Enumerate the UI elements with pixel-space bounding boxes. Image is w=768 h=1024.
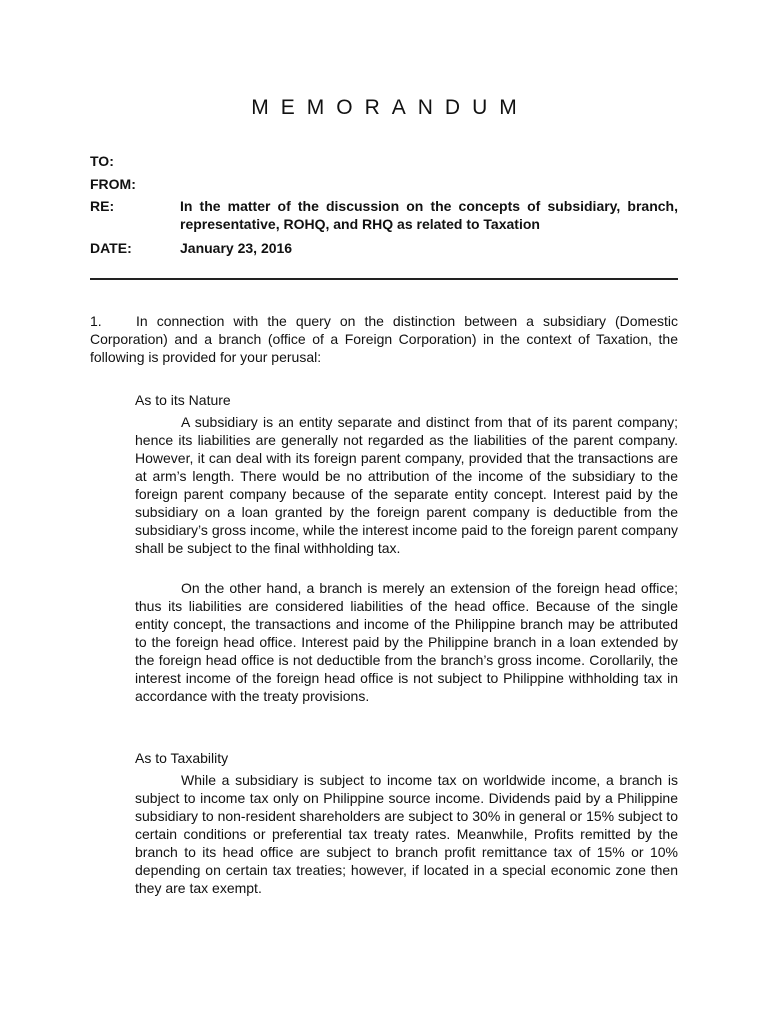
date-value: January 23, 2016 [180,240,293,256]
taxability-heading: As to Taxability [135,750,229,766]
item-number: 1. [90,313,102,329]
nature-heading: As to its Nature [135,392,231,408]
memo-title: MEMORANDUM [251,96,529,119]
to-label: TO: [90,153,114,169]
re-value: In the matter of the discussion on the concepts of subsidiary, branch, representative, ROHQ, and RHQ as related to Taxation [180,198,678,232]
nature-paragraph-2: On the other hand, a branch is merely an extension of the foreign head office; thus its liabilities are considered liabilities of the head office. Because of the single entity concept, the transactions and income of the Philippine branch may be attributed to the foreign head office. Interest paid by the Philippine branch in a loan extended by the foreign head office is not deductible from the branch’s gross income. Corollarily, the interest income of the foreign head office is not subject to Philippine withholding tax in accordance with the treaty provisions. [135,580,678,704]
from-label: FROM: [90,176,136,192]
re-label: RE: [90,198,115,214]
intro-paragraph: In connection with the query on the distinction between a subsidiary (Domestic Corporation) and a branch (office of a Foreign Corporation) in the context of Taxation, the following is provided for your perusal: [90,313,678,365]
date-label: DATE: [90,240,132,256]
nature-paragraph-1: A subsidiary is an entity separate and distinct from that of its parent company; hence its liabilities are generally not regarded as the liabilities of the parent company. However, it can deal with its foreign parent company, provided that the transactions are at arm’s length. There would be no attribution of the income of the subsidiary to the foreign parent company because of the separate entity concept. Interest paid by the subsidiary on a loan granted by the foreign parent company is deductible from the subsidiary’s gross income, while the interest income paid to the foreign parent company shall be subject to the final withholding tax. [135,414,678,556]
header-divider [90,278,678,280]
taxability-paragraph-1: While a subsidiary is subject to income tax on worldwide income, a branch is subject to income tax only on Philippine source income. Dividends paid by a Philippine subsidiary to non-resident shareholders are subject to 30% in general or 15% subject to certain conditions or preferential tax treaty rates. Meanwhile, Profits remitted by the branch to its head office are subject to branch profit remittance tax of 15% or 10% depending on certain tax treaties; however, if located in a special economic zone then they are tax exempt. [135,772,678,896]
